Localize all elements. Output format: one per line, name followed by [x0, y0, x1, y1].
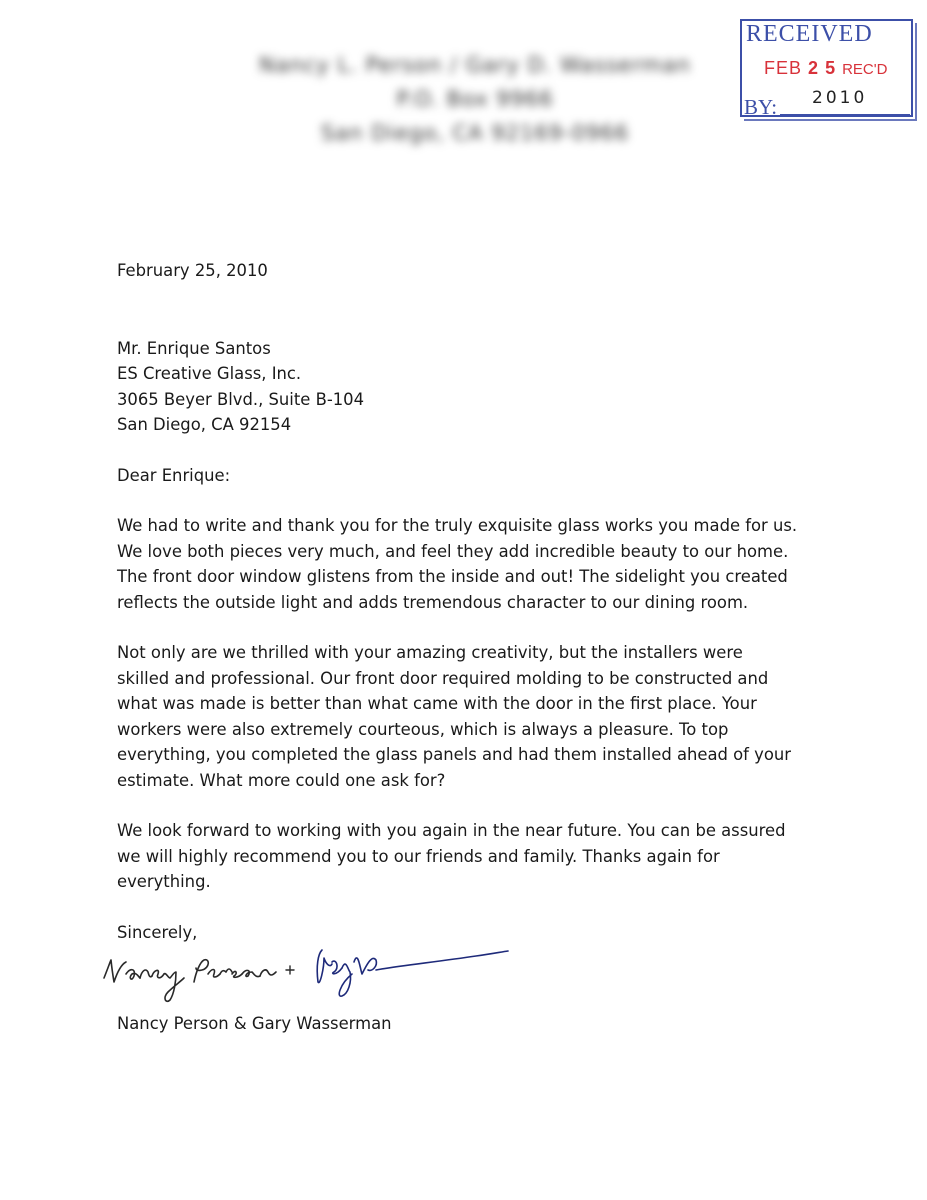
- signature-gary: [286, 950, 508, 996]
- stamp-day-2: 5: [825, 58, 837, 78]
- stamp-handwritten-year: 2010: [812, 88, 868, 108]
- stamp-by-line: [780, 114, 910, 115]
- recipient-line: Mr. Enrique Santos: [117, 338, 271, 358]
- paragraph-line: everything, you completed the glass panels and had them installed ahead of your: [117, 745, 791, 764]
- paragraph-2: [117, 640, 837, 793]
- paragraph-3: [117, 818, 837, 895]
- paragraph-line: We look forward to working with you again in the near future. You can be assured: [117, 821, 786, 840]
- recipient-line: San Diego, CA 92154: [117, 415, 292, 434]
- letterhead-names: Nancy L. Person / Gary D. Wasserman: [259, 53, 691, 77]
- paragraph-line: we will highly recommend you to our friends and family. Thanks again for: [117, 846, 720, 866]
- received-stamp: [740, 19, 913, 117]
- recipient-block: [117, 336, 837, 438]
- stamp-rec: REC'D: [842, 61, 888, 78]
- paragraph-line: workers were also extremely courteous, which is always a pleasure. To top: [117, 719, 729, 739]
- letter-date: February 25, 2010: [117, 261, 268, 280]
- paragraph-line: everything.: [117, 872, 211, 891]
- stamp-by-label: BY:: [744, 95, 778, 119]
- paragraph-line: We love both pieces very much, and feel they add incredible beauty to our home.: [117, 541, 789, 561]
- stamp-month: FEB: [764, 58, 803, 78]
- recipient-line: ES Creative Glass, Inc.: [117, 364, 302, 383]
- closing: Sincerely,: [117, 922, 198, 942]
- paragraph-line: what was made is better than what came with the door in the first place. Your: [117, 694, 757, 713]
- signers-name: Nancy Person & Gary Wasserman: [117, 1014, 392, 1033]
- paragraph-line: We had to write and thank you for the truly exquisite glass works you made for us.: [117, 516, 798, 535]
- signature-nancy: [104, 960, 276, 1002]
- paragraph-line: estimate. What more could one ask for?: [117, 770, 446, 790]
- paragraph-line: skilled and professional. Our front door required molding to be constructed and: [117, 668, 769, 688]
- letter-body: [117, 258, 837, 945]
- stamp-date: [764, 58, 887, 79]
- recipient-line: 3065 Beyer Blvd., Suite B-104: [117, 389, 365, 409]
- stamp-day-1: 2: [808, 58, 820, 78]
- letterhead: [190, 48, 760, 150]
- paragraph-1: [117, 513, 837, 615]
- paragraph-line: Not only are we thrilled with your amazing creativity, but the installers were: [117, 643, 743, 662]
- letterhead-address-1: P.O. Box 9966: [396, 87, 554, 111]
- handwritten-signature: [96, 938, 526, 1010]
- stamp-title: RECEIVED: [746, 21, 873, 47]
- salutation: Dear Enrique:: [117, 465, 231, 485]
- paragraph-line: The front door window glistens from the inside and out! The sidelight you created: [117, 567, 788, 586]
- letterhead-address-2: San Diego, CA 92169-0966: [320, 121, 630, 145]
- paragraph-line: reflects the outside light and adds tremendous character to our dining room.: [117, 592, 749, 612]
